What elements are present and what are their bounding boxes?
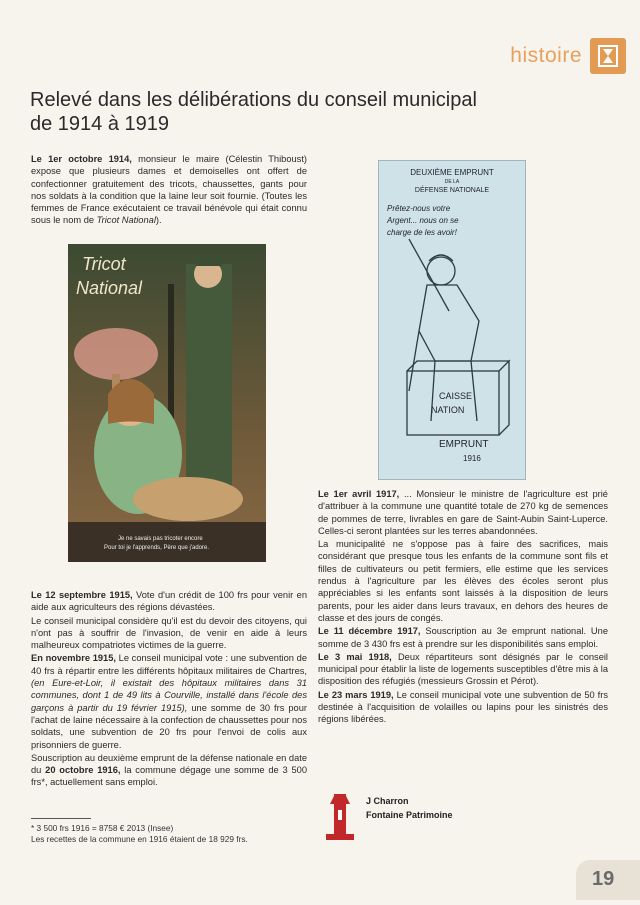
r1-date: Le 1er avril 1917, bbox=[318, 489, 400, 499]
title-line-1: Relevé dans les délibérations du conseil municipal bbox=[30, 89, 477, 111]
war-loan-poster bbox=[378, 160, 526, 480]
r3-date: Le 11 décembre 1917, bbox=[318, 626, 421, 637]
left-bottom-column bbox=[31, 589, 307, 790]
postcard-title-1: Tricot bbox=[82, 254, 126, 274]
poster-head-1: DEUXIÈME EMPRUNT bbox=[410, 168, 494, 177]
poster-head-3: DÉFENSE NATIONALE bbox=[414, 187, 490, 194]
poster-hand-2: Argent... nous on se bbox=[387, 216, 459, 225]
intro-text: monsieur le maire (Célestin Thiboust) expose que plusieurs dames et demoiselles ont offert de confectionner gratuitement des tricots, chaussettes, gants pour nos soldats à la condition que la laine leur soit fournie. (Toutes les femmes de France exécutaient ce travail bénévole qui était connu sous le nom de bbox=[31, 154, 307, 226]
poster-hand-3: charge de les avoir! bbox=[387, 228, 457, 237]
tricot-national-postcard bbox=[68, 244, 266, 562]
r5-date: Le 23 mars 1919, bbox=[318, 689, 394, 700]
footnote-rule bbox=[31, 818, 91, 819]
intro-end: ). bbox=[155, 215, 162, 226]
r5-text: Le conseil municipal vote une subvention de 50 frs destinée à l'acquisition de volailles ou lapins pour les sinistrés des régions libérées. bbox=[318, 689, 608, 725]
intro-italic: Tricot National bbox=[96, 215, 156, 226]
p4-b: la commune dégage une somme de 3 500 frs*, actuellement sans emploi. bbox=[31, 765, 307, 788]
author-name: J Charron bbox=[366, 796, 409, 806]
right-bottom-column bbox=[318, 488, 608, 727]
intro-date: Le 1er octobre 1914, bbox=[31, 154, 132, 164]
postcard-title-2: National bbox=[76, 278, 143, 298]
r4-date: Le 3 mai 1918, bbox=[318, 651, 392, 662]
postcard-caption-1: Je ne savais pas tricoter encore bbox=[118, 536, 203, 542]
author-org: Fontaine Patrimoine bbox=[366, 810, 453, 820]
p3-date: En novembre 1915, bbox=[31, 653, 116, 664]
r2-text: La municipalité ne s'oppose pas à faire des sacrifices, mais considérant que presque tous les enfants de la commune sont fils et filles de cultivateurs ou petit fermiers, elle estime que les services rendus à l'agriculture par les élèves des écoles seront plus appréciables si les enfants sont laissés à la disposition de leurs parents, pour les aider dans leurs travaux, en dehors des heures de classe et des jours de congés. bbox=[318, 539, 608, 623]
page-number-tab bbox=[576, 860, 640, 900]
p3-italic: (en Eure-et-Loir, il existait des hôpitaux militaires dans 31 communes, dont 1 de 49 lits à Courville, installé dans l'école des garçons à partir du 19 février 1915), bbox=[31, 678, 307, 713]
hourglass-icon bbox=[590, 38, 626, 74]
footnote-line-1: * 3 500 frs 1916 = 8758 € 2013 (Insee) bbox=[31, 823, 174, 833]
poster-box-2: NATION bbox=[431, 405, 465, 415]
signature-block bbox=[322, 790, 592, 850]
p1-date: Le 12 septembre 1915, bbox=[31, 590, 133, 600]
poster-head-2: DE LA bbox=[444, 179, 460, 185]
p1-text: Vote d'un crédit de 100 frs pour venir en aide aux agriculteurs des régions dévastées. bbox=[31, 590, 307, 613]
footnote-line-2: Les recettes de la commune en 1916 étaient de 18 929 frs. bbox=[31, 834, 248, 844]
p3-a: Le conseil municipal vote : une subvention de 40 frs à répartir entre les différents hôpitaux militaires de Chartres, bbox=[31, 653, 307, 676]
fontaine-patrimoine-logo bbox=[322, 790, 358, 846]
r1-text: ... Monsieur le ministre de l'agriculture est prié d'attribuer à la commune une quantité totale de 270 kg de semences de pommes de terre, livrables en gare de Saint-Aubin Saint-Luperce. Celles-ci seront plantées sur les terres abandonnées. bbox=[318, 489, 608, 536]
section-rubric bbox=[510, 38, 626, 74]
page-number: 19 bbox=[592, 868, 615, 890]
intro-paragraph bbox=[31, 153, 307, 228]
r3-text: Souscription au 3e emprunt national. Une somme de 3 430 frs est à prendre sur les disponibilités sans emploi. bbox=[318, 626, 608, 649]
p2-text: Le conseil municipal considère qu'il est du devoir des citoyens, qui n'ont pas à souffrir de l'invasion, de venir en aide à leurs malheureux compatriotes victimes de la guerre. bbox=[31, 615, 307, 651]
footnote bbox=[31, 823, 307, 845]
p3-b: une somme de 30 frs pour l'achat de laine nécessaire à la confection de chaussettes pour nos soldats, une subvention de 20 frs pour l'envoi de colis aux prisonniers de guerre. bbox=[31, 702, 307, 750]
poster-foot-2: 1916 bbox=[463, 454, 481, 463]
poster-box-1: CAISSE bbox=[439, 391, 473, 401]
section-label: histoire bbox=[510, 44, 582, 67]
title-line-2: de 1914 à 1919 bbox=[30, 113, 170, 135]
poster-foot-1: EMPRUNT bbox=[439, 439, 489, 450]
r4-text: Deux répartiteurs sont désignés par le conseil municipal pour établir la liste de logements susceptibles d'être mis à la disposition des réfugiés (messieurs Grossin et Pérot). bbox=[318, 651, 608, 687]
postcard-caption-2: Pour toi je l'apprends, Père que j'adore. bbox=[104, 545, 210, 551]
p4-a: Souscription au deuxième emprunt de la défense nationale en date du bbox=[31, 752, 307, 776]
poster-hand-1: Prêtez-nous votre bbox=[387, 204, 451, 213]
p4-date: 20 octobre 1916, bbox=[45, 765, 121, 776]
article-title bbox=[30, 88, 590, 136]
